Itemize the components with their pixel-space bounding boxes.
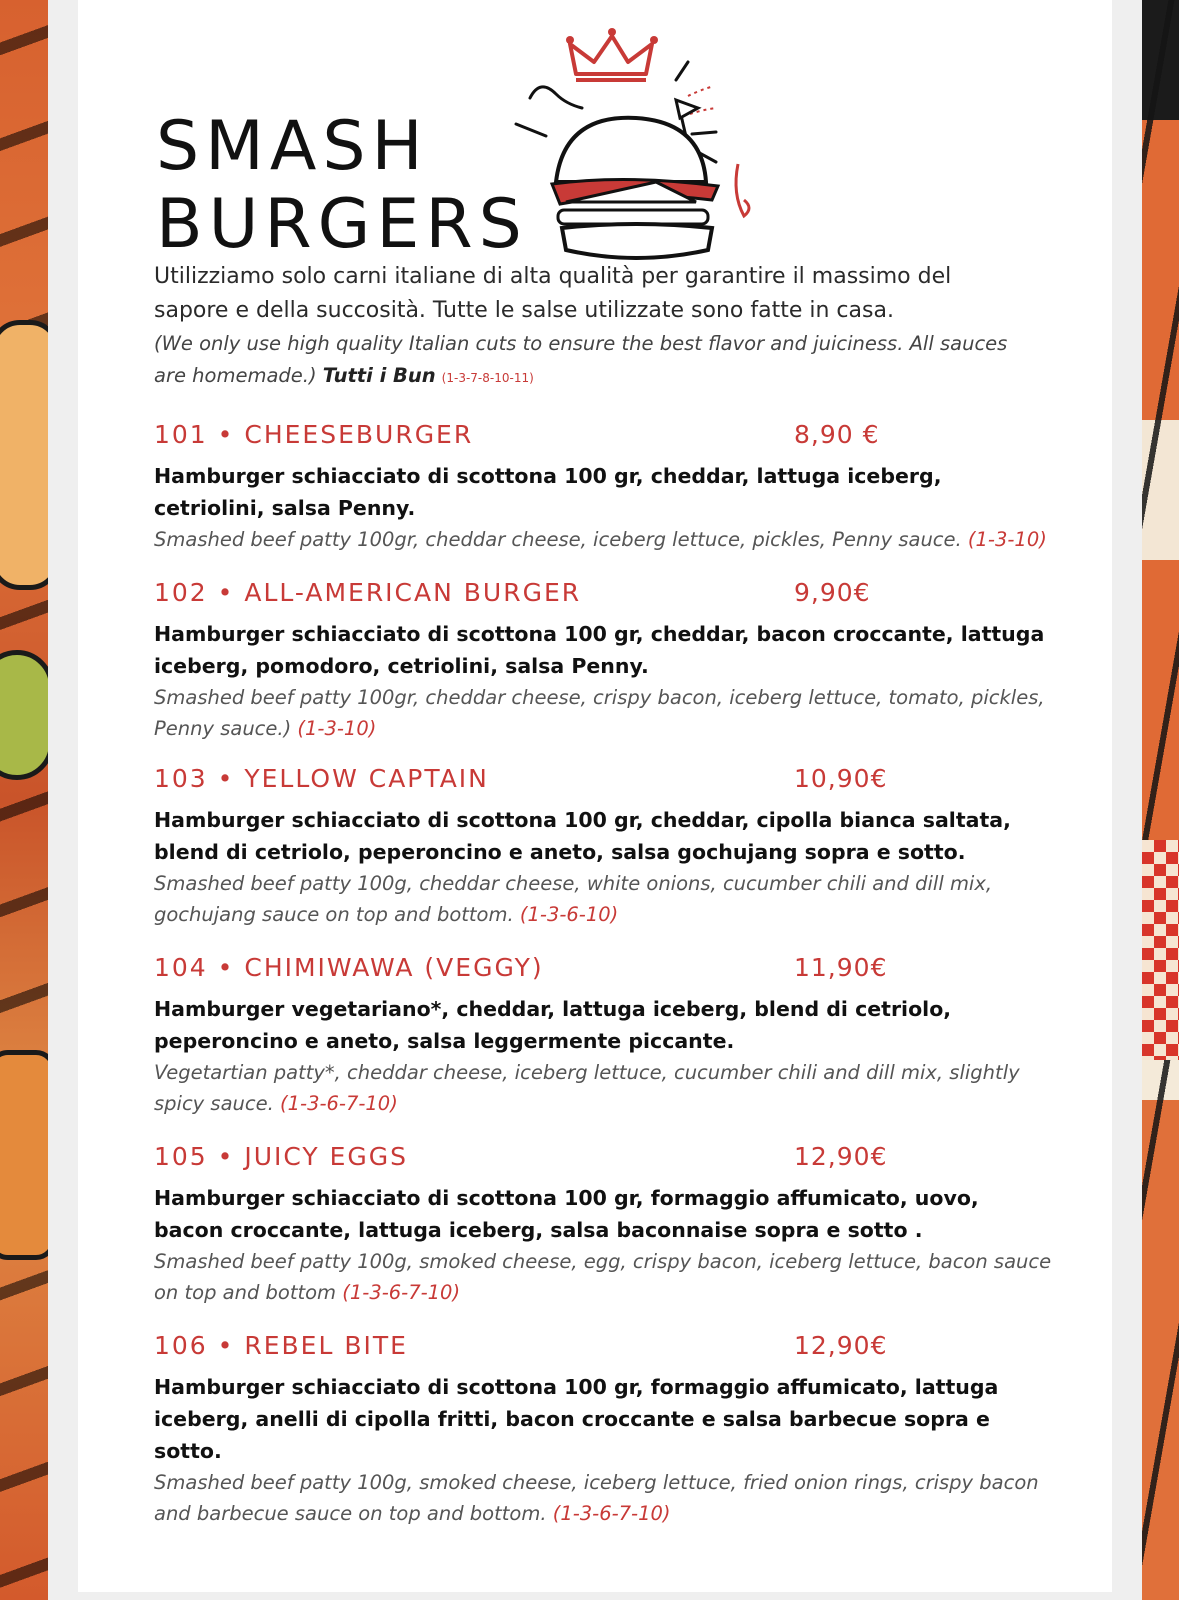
menu-item-allergens: (1-3-6-7-10)	[342, 1281, 461, 1304]
menu-item-price: 12,90€	[794, 1142, 888, 1171]
bottom-margin	[78, 1592, 1112, 1600]
menu-item-header	[154, 1142, 1054, 1182]
menu-item-allergens: (1-3-6-10)	[519, 903, 619, 926]
menu-item-name: 101 • CHEESEBURGER	[154, 420, 474, 449]
menu-item-allergens: (1-3-10)	[297, 717, 377, 740]
menu-item-allergens: (1-3-6-7-10)	[280, 1092, 398, 1115]
menu-item-description-english-text: Smashed beef patty 100gr, cheddar cheese, crispy bacon, iceberg lettuce, tomato, pickles, Penny sauce.)	[154, 686, 1045, 740]
menu-item-allergens: (1-3-6-7-10)	[552, 1502, 671, 1525]
menu-item-name: 106 • REBEL BITE	[154, 1331, 408, 1360]
menu-item-description-italian: Hamburger schiacciato di scottona 100 gr, cheddar, bacon croccante, lattuga iceberg, pomodoro, cetriolini, salsa Penny.	[154, 622, 1045, 678]
left-decorative-artwork	[0, 0, 48, 1600]
menu-item-description-italian: Hamburger schiacciato di scottona 100 gr, formaggio affumicato, uovo, bacon croccante, lattuga iceberg, salsa baconnaise sopra e sotto .	[154, 1186, 979, 1242]
menu-item-description-english	[154, 868, 1054, 930]
menu-item-name: 102 • ALL-AMERICAN BURGER	[154, 578, 582, 607]
menu-item-header	[154, 1331, 1054, 1371]
menu-item	[154, 578, 1054, 744]
menu-item	[154, 764, 1054, 930]
menu-item-header	[154, 953, 1054, 993]
menu-item-header	[154, 420, 1054, 460]
bun-label: Tutti i Bun	[322, 364, 436, 387]
menu-item-price: 9,90€	[794, 578, 871, 607]
menu-item-description-italian: Hamburger vegetariano*, cheddar, lattuga iceberg, blend di cetriolo, peperoncino e aneto, salsa leggermente piccante.	[154, 997, 952, 1053]
menu-item-name: 104 • CHIMIWAWA (VEGGY)	[154, 953, 544, 982]
menu-item-description-english	[154, 1057, 1054, 1119]
title-line-2: BURGERS	[156, 185, 528, 264]
crowned-burger-icon	[506, 14, 826, 264]
intro-english	[154, 328, 1014, 394]
menu-item-description-english	[154, 1246, 1054, 1308]
menu-item	[154, 1142, 1054, 1308]
menu-item-name: 103 • YELLOW CAPTAIN	[154, 764, 489, 793]
menu-item-description-italian: Hamburger schiacciato di scottona 100 gr, cheddar, cipolla bianca saltata, blend di cetriolo, peperoncino e aneto, salsa gochujang sopra e sotto.	[154, 808, 1011, 864]
menu-item-description-english-text: Smashed beef patty 100g, cheddar cheese, white onions, cucumber chili and dill mix, gochujang sauce on top and bottom.	[154, 872, 993, 926]
menu-item-price: 8,90 €	[794, 420, 880, 449]
right-margin	[1112, 0, 1142, 1600]
menu-item-price: 12,90€	[794, 1331, 888, 1360]
menu-item-header	[154, 578, 1054, 618]
menu-item-description-english-text: Vegetartian patty*, cheddar cheese, iceberg lettuce, cucumber chili and dill mix, slightly spicy sauce.	[154, 1061, 1020, 1115]
menu-item-price: 11,90€	[794, 953, 888, 982]
right-decorative-artwork	[1142, 0, 1179, 1600]
menu-page	[78, 0, 1112, 1592]
menu-item	[154, 420, 1054, 555]
bun-allergens: (1-3-7-8-10-11)	[441, 371, 534, 385]
menu-item-description-english-text: Smashed beef patty 100g, smoked cheese, egg, crispy bacon, iceberg lettuce, bacon sauce on top and bottom	[154, 1250, 1052, 1304]
intro-italian: Utilizziamo solo carni italiane di alta qualità per garantire il massimo del sapore e della succosità. Tutte le salse utilizzate sono fatte in casa.	[154, 264, 952, 323]
menu-item-header	[154, 764, 1054, 804]
menu-item-allergens: (1-3-10)	[967, 528, 1047, 551]
menu-item-description-english	[154, 682, 1054, 744]
left-margin	[48, 0, 78, 1600]
title-line-1: SMASH	[156, 107, 429, 186]
menu-item-name: 105 • JUICY EGGS	[154, 1142, 409, 1171]
menu-item-description-italian: Hamburger schiacciato di scottona 100 gr, cheddar, lattuga iceberg, cetriolini, salsa Penny.	[154, 464, 942, 520]
menu-item	[154, 953, 1054, 1119]
page-title	[156, 108, 528, 264]
menu-item-description-english	[154, 524, 1054, 555]
menu-item-description-italian: Hamburger schiacciato di scottona 100 gr, formaggio affumicato, lattuga iceberg, anelli di cipolla fritti, bacon croccante e salsa barbecue sopra e sotto.	[154, 1375, 999, 1463]
menu-item-description-english	[154, 1467, 1054, 1529]
menu-item	[154, 1331, 1054, 1529]
intro-english-text: (We only use high quality Italian cuts to ensure the best flavor and juiciness. All sauces are homemade.)	[154, 332, 1008, 387]
intro-block	[154, 260, 1014, 394]
menu-item-price: 10,90€	[794, 764, 888, 793]
menu-item-description-english-text: Smashed beef patty 100g, smoked cheese, iceberg lettuce, fried onion rings, crispy bacon and barbecue sauce on top and bottom.	[154, 1471, 1039, 1525]
menu-item-description-english-text: Smashed beef patty 100gr, cheddar cheese, iceberg lettuce, pickles, Penny sauce.	[154, 528, 962, 551]
